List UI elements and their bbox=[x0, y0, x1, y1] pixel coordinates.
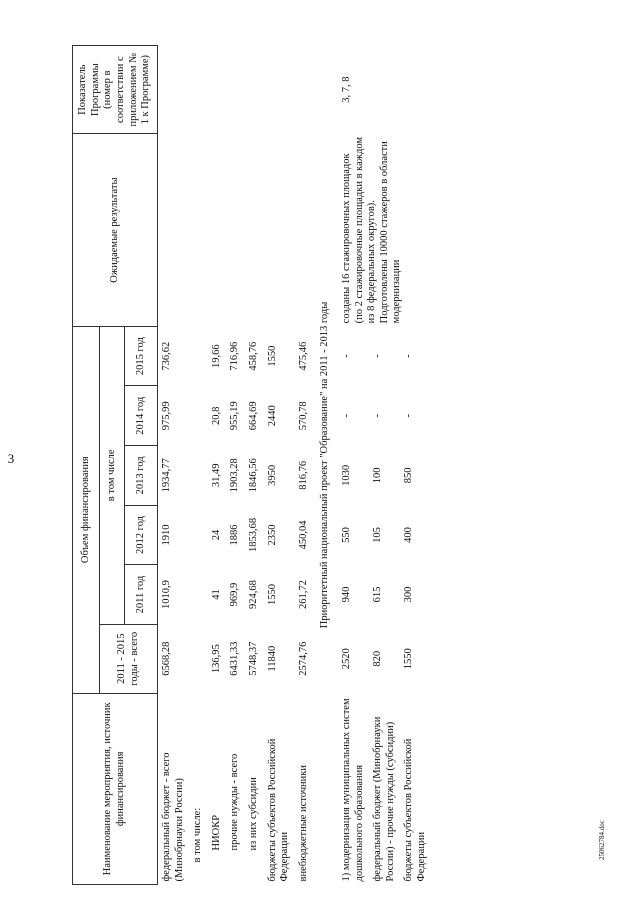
row-name: бюджеты субъектов Российской Федерации bbox=[266, 738, 291, 882]
cell-2014: 20,8 bbox=[210, 406, 222, 425]
cell-2014: 664,69 bbox=[247, 401, 259, 431]
cell-2014: 975,99 bbox=[161, 401, 172, 431]
cell-2011: 969,9 bbox=[229, 582, 241, 607]
table-row bbox=[264, 46, 295, 885]
header-financing: Объем финансирования bbox=[73, 326, 100, 693]
cell-2014: - bbox=[372, 414, 384, 418]
cell-2015: 475,46 bbox=[297, 341, 309, 371]
cell-2011: 1010,9 bbox=[161, 580, 172, 609]
cell-2015: 736,62 bbox=[161, 341, 172, 371]
row-name: федеральный бюджет - всего (Минобрнауки России) bbox=[161, 752, 185, 882]
cell-total: 820 bbox=[372, 650, 384, 667]
cell-2012: 2350 bbox=[266, 524, 278, 546]
cell-2015: - bbox=[372, 354, 384, 358]
row-name: федеральный бюджет (Минобрнауки России) - прочие нужды (субсидии) bbox=[372, 716, 396, 882]
row-name: в том числе: bbox=[192, 807, 204, 863]
cell-total: 6568,28 bbox=[161, 641, 172, 676]
table-row bbox=[245, 46, 264, 885]
table-row bbox=[338, 46, 369, 885]
cell-2013: 1903,28 bbox=[229, 458, 241, 493]
cell-2014: 955,19 bbox=[229, 401, 241, 431]
table-row bbox=[189, 46, 208, 885]
header-year-2012: 2012 год bbox=[125, 505, 158, 565]
expected-results: созданы 16 стажировочных площадок (по 2 стажировочные площадки в каждом из 8 федеральных округов). Подготовлены 10000 стажеров в области модернизации bbox=[340, 136, 403, 324]
row-name: из них субсидии bbox=[247, 777, 259, 851]
header-year-2011: 2011 год bbox=[125, 565, 158, 625]
cell-2013: 1934,77 bbox=[161, 458, 172, 493]
cell-2012: 1886 bbox=[229, 524, 241, 546]
header-name-col: Наименование мероприятия, источник финансирования bbox=[73, 693, 158, 884]
page-number: 3 bbox=[7, 451, 15, 466]
cell-2014: - bbox=[403, 414, 415, 418]
table-row bbox=[158, 46, 190, 885]
cell-2014: 570,78 bbox=[297, 401, 309, 431]
cell-total: 2574,76 bbox=[297, 641, 309, 676]
cell-2011: 1550 bbox=[266, 584, 278, 606]
section-title: Приоритетный национальный проект "Образование" на 2011 - 2013 годы bbox=[319, 301, 331, 629]
cell-2014: 2440 bbox=[266, 405, 278, 427]
header-year-2014: 2014 год bbox=[125, 386, 158, 446]
cell-2013: 1846,56 bbox=[247, 458, 259, 493]
cell-2012: 1853,68 bbox=[247, 517, 259, 553]
cell-2012: 24 bbox=[210, 529, 222, 541]
cell-2011: 615 bbox=[372, 586, 384, 603]
cell-2011: 924,68 bbox=[247, 580, 259, 609]
cell-2011: 261,72 bbox=[297, 580, 309, 609]
cell-2012: 400 bbox=[403, 527, 415, 543]
cell-total: 6431,33 bbox=[229, 641, 241, 676]
row-name: бюджеты субъектов Российской Федерации bbox=[403, 738, 427, 882]
financing-table bbox=[72, 45, 432, 885]
cell-total: 5748,37 bbox=[247, 641, 259, 676]
cell-total: 1550 bbox=[403, 648, 415, 670]
footer-file-code: 25062784.doc bbox=[598, 820, 606, 860]
table-row bbox=[208, 46, 227, 885]
cell-2013: 100 bbox=[372, 467, 384, 484]
cell-total: 2520 bbox=[340, 648, 352, 670]
header-year-2013: 2013 год bbox=[125, 446, 158, 506]
cell-2014: - bbox=[340, 414, 352, 418]
cell-2012: 1910 bbox=[161, 524, 172, 546]
cell-2013: 3950 bbox=[266, 464, 278, 486]
indicator-numbers: 3, 7, 8 bbox=[340, 76, 352, 103]
header-including: в том числе bbox=[100, 326, 125, 624]
header-indicator: Показатель Программы (номер в соответствии с приложением № 1 к Программе) bbox=[73, 46, 158, 134]
cell-total: 11840 bbox=[266, 645, 278, 672]
cell-2015: 458,76 bbox=[247, 341, 259, 371]
row-name: НИОКР bbox=[210, 814, 222, 851]
cell-2015: 1550 bbox=[266, 345, 278, 367]
section-row bbox=[313, 46, 338, 885]
cell-2012: 105 bbox=[372, 527, 384, 543]
cell-2012: 450,04 bbox=[297, 520, 309, 550]
table-row bbox=[295, 46, 314, 885]
cell-2015: - bbox=[340, 354, 352, 358]
header-total: 2011 - 2015 годы - всего bbox=[100, 624, 158, 693]
cell-2015: - bbox=[403, 354, 415, 358]
cell-2015: 716,96 bbox=[229, 341, 241, 371]
cell-2013: 850 bbox=[403, 467, 415, 484]
cell-2013: 31,49 bbox=[210, 463, 222, 488]
header-year-2015: 2015 год bbox=[125, 326, 158, 386]
row-name: прочие нужды - всего bbox=[229, 753, 241, 851]
row-name: 1) модернизация муниципальных систем дошкольного образования bbox=[340, 698, 365, 882]
table-row bbox=[226, 46, 245, 885]
cell-2011: 41 bbox=[210, 589, 222, 600]
row-name: внебюджетные источники bbox=[297, 764, 309, 882]
cell-2012: 550 bbox=[340, 527, 352, 543]
cell-2013: 816,76 bbox=[297, 460, 309, 490]
financing-table-sheet bbox=[72, 30, 592, 885]
cell-2011: 300 bbox=[403, 586, 415, 603]
cell-2011: 940 bbox=[340, 586, 352, 603]
cell-2013: 1030 bbox=[340, 464, 352, 486]
header-results: Ожидаемые результаты bbox=[73, 134, 158, 327]
cell-total: 136,95 bbox=[210, 644, 222, 674]
cell-2015: 19,66 bbox=[210, 344, 222, 368]
